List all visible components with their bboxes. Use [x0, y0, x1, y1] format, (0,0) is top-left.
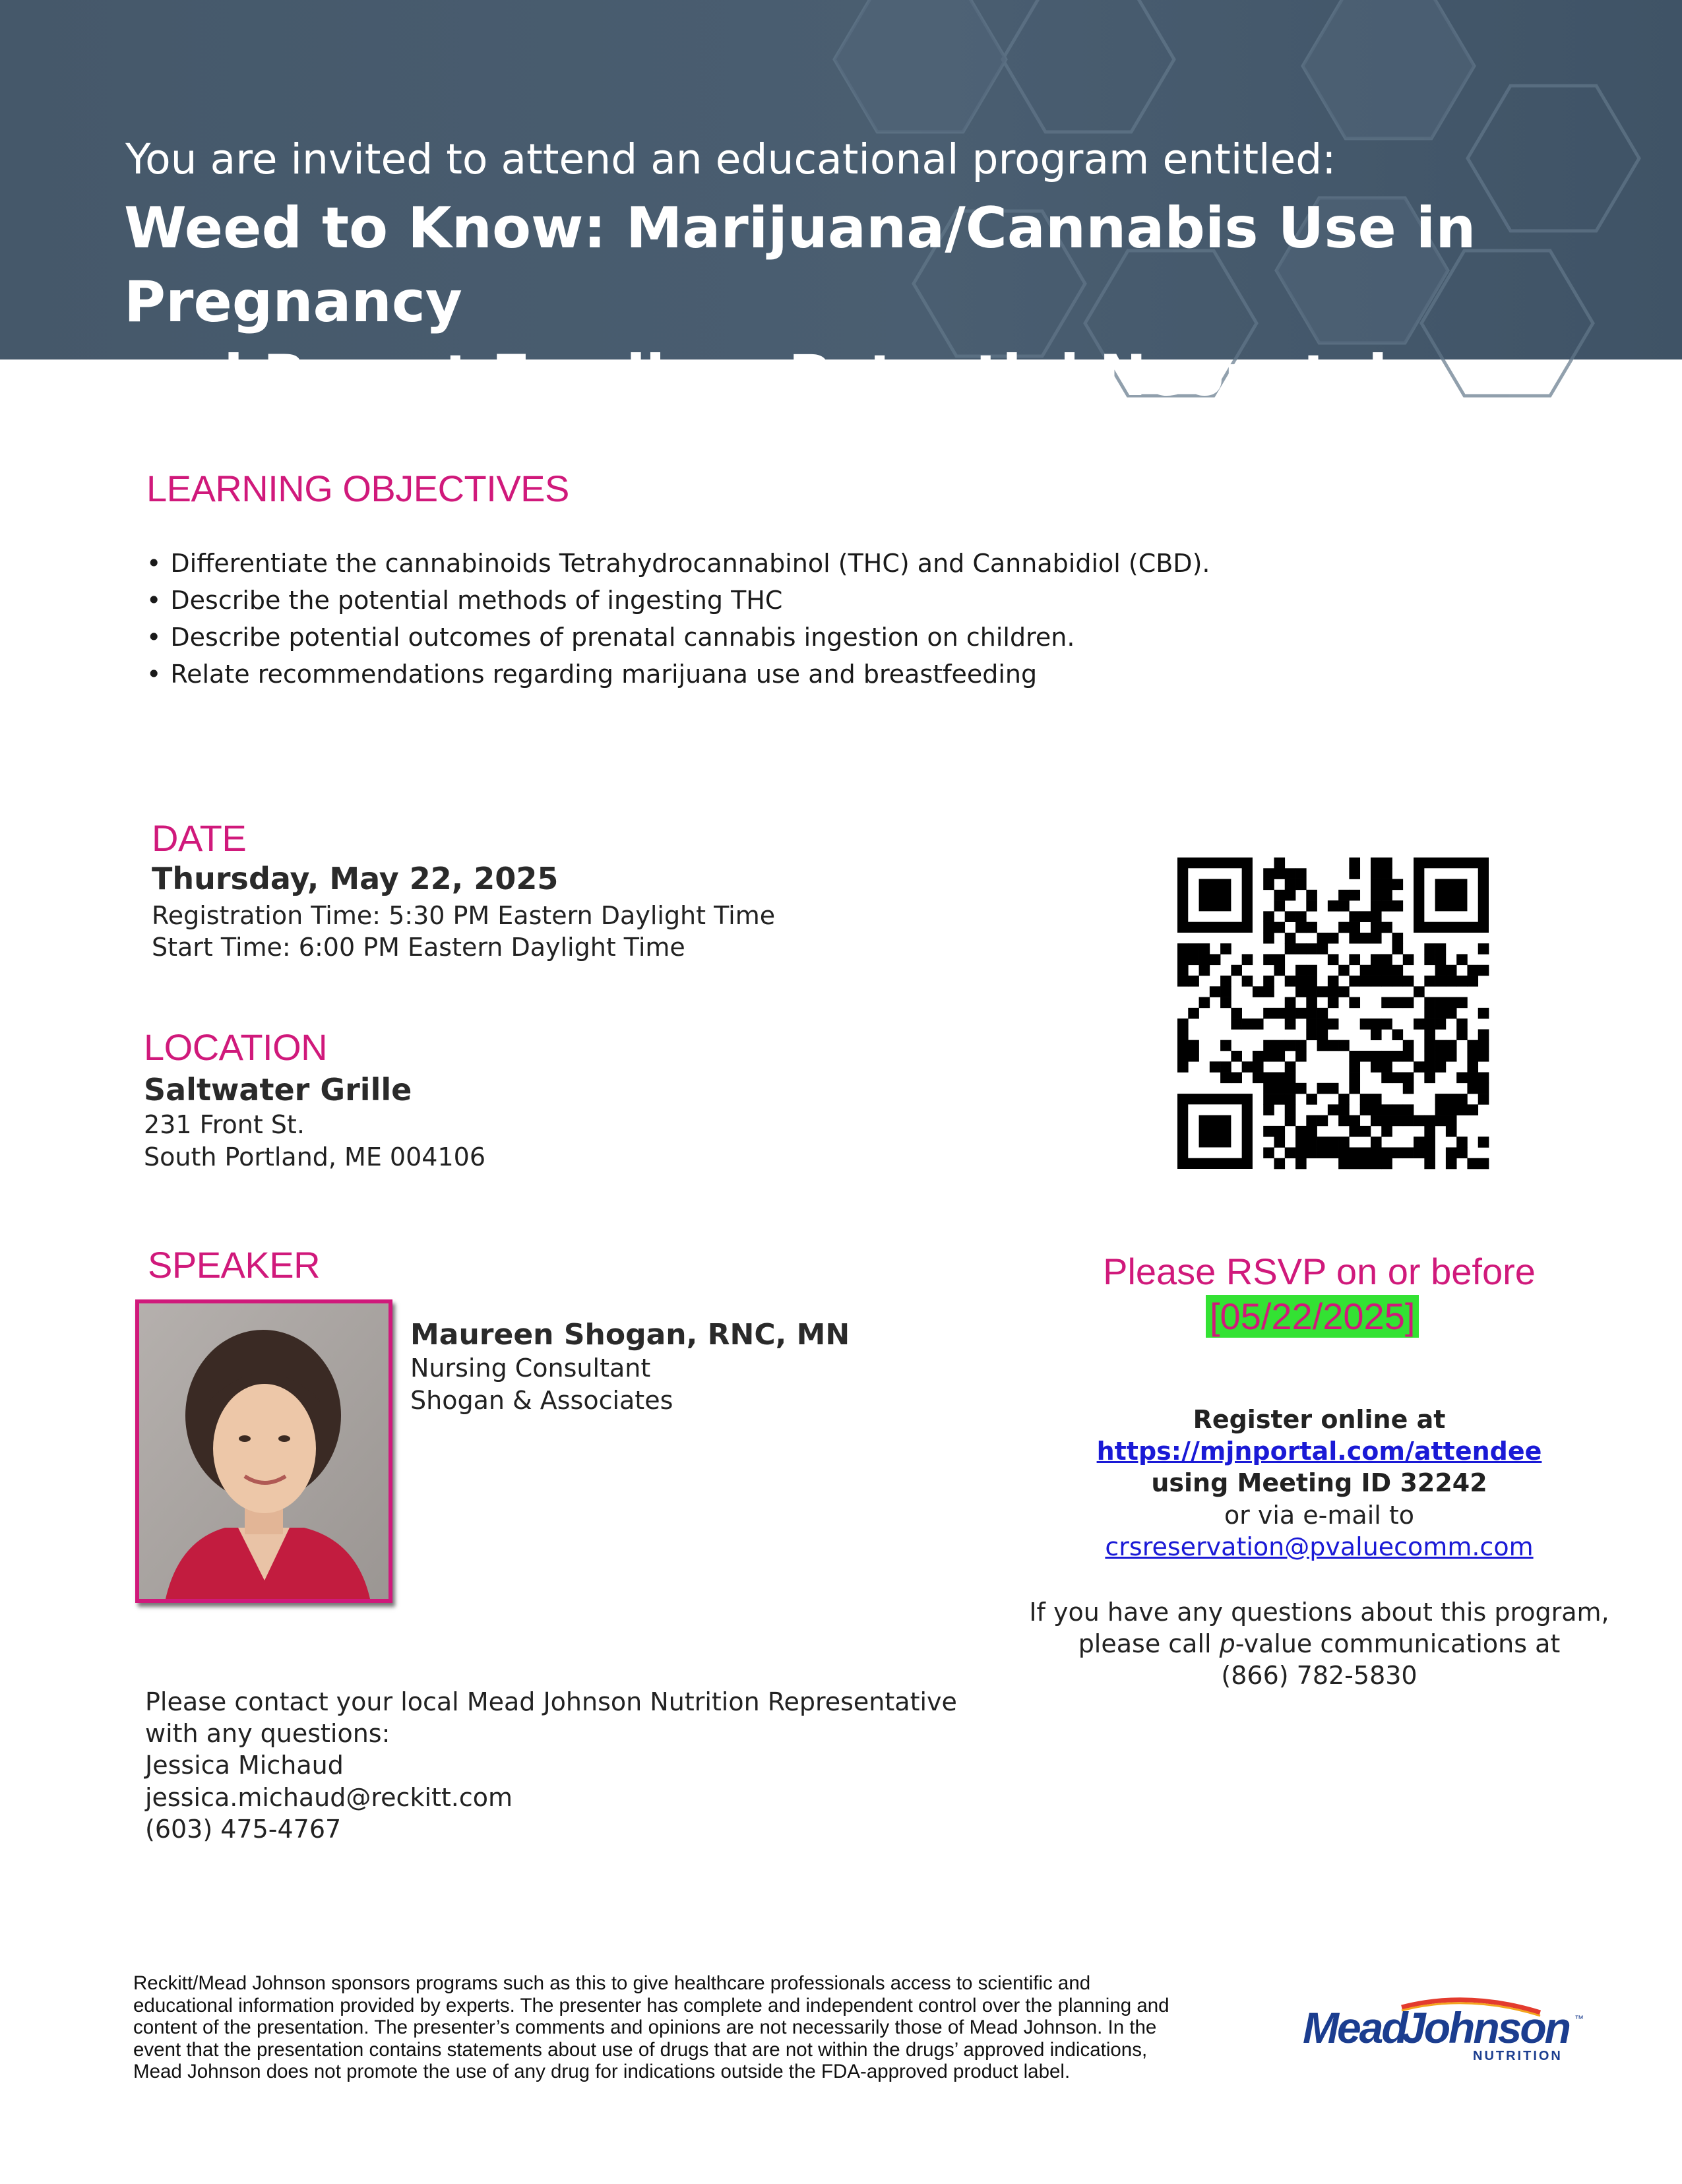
questions-line-2: please call p-value communications at — [1078, 1629, 1561, 1658]
contact-line-1: Please contact your local Mead Johnson Nutrition Representative — [145, 1687, 957, 1716]
contact-phone: (603) 475-4767 — [145, 1815, 342, 1844]
rsvp-label: Please RSVP on or before — [1103, 1251, 1536, 1292]
objectives-heading: LEARNING OBJECTIVES — [146, 468, 569, 509]
register-label: Register online at — [1193, 1405, 1446, 1434]
speaker-photo — [135, 1299, 392, 1603]
rsvp-email-link[interactable]: crsreservation@pvaluecomm.com — [1105, 1532, 1534, 1561]
speaker-org: Shogan & Associates — [410, 1386, 673, 1415]
venue-name: Saltwater Grille — [144, 1072, 412, 1108]
register-link[interactable]: https://mjnportal.com/attendee — [1096, 1437, 1542, 1466]
qr-code[interactable] — [1177, 858, 1489, 1169]
title-line-2: and Breast Feeding: Potential Neonatal Outcomes — [124, 343, 1388, 483]
objective-item: • Describe the potential methods of ingesting THC — [146, 582, 1210, 619]
svg-text:Johnson: Johnson — [1402, 2003, 1569, 2052]
venue-street: 231 Front St. — [144, 1110, 305, 1139]
contact-line-2: with any questions: — [145, 1719, 390, 1748]
objective-item: • Differentiate the cannabinoids Tetrahydrocannabinol (THC) and Cannabidiol (CBD). — [146, 545, 1210, 582]
email-prompt: or via e-mail to — [1224, 1501, 1415, 1530]
objective-item: • Relate recommendations regarding marijuana use and breastfeeding — [146, 656, 1210, 693]
venue-city: South Portland, ME 004106 — [144, 1142, 485, 1171]
header-banner — [0, 0, 1682, 483]
meeting-id: using Meeting ID 32242 — [1151, 1468, 1487, 1497]
contact-name: Jessica Michaud — [145, 1751, 344, 1780]
speaker-name: Maureen Shogan, RNC, MN — [410, 1318, 850, 1352]
questions-line-1: If you have any questions about this program, — [1029, 1598, 1609, 1627]
title-line-1: Weed to Know: Marijuana/Cannabis Use in Pregnancy — [124, 195, 1476, 335]
start-time: Start Time: 6:00 PM Eastern Daylight Time — [152, 933, 685, 962]
rsvp-date: [05/22/2025] — [1206, 1295, 1419, 1338]
event-date: Thursday, May 22, 2025 — [152, 861, 559, 896]
svg-text:NUTRITION: NUTRITION — [1473, 2049, 1563, 2063]
svg-text:Mead: Mead — [1303, 2003, 1406, 2052]
questions-phone: (866) 782-5830 — [1221, 1661, 1417, 1690]
objective-item: • Describe potential outcomes of prenatal cannabis ingestion on children. — [146, 619, 1210, 656]
mead-johnson-logo-image — [1303, 1995, 1593, 2068]
objectives-list — [146, 545, 1210, 693]
mead-johnson-logo — [1303, 1995, 1593, 2068]
speaker-role: Nursing Consultant — [410, 1354, 651, 1383]
registration-time: Registration Time: 5:30 PM Eastern Daylight Time — [152, 901, 776, 930]
contact-email[interactable]: jessica.michaud@reckitt.com — [145, 1783, 513, 1812]
location-heading: LOCATION — [144, 1026, 328, 1068]
disclaimer-text: Reckitt/Mead Johnson sponsors programs such as this to give healthcare professionals access to scientific and educational information provided by experts. The presenter has complete and independent control over the planning and content of the presentation. The presenter’s comments and opinions are not necessarily those of Mead Johnson. In the event that the presentation contains statements about use of drugs that are not within the drugs’ approved indications, Mead Johnson does not promote the use of any drug for indications outside the FDA-approved product label. — [133, 1972, 1169, 2082]
speaker-portrait-image — [139, 1303, 389, 1599]
date-heading: DATE — [152, 817, 247, 859]
program-title — [124, 191, 1641, 487]
svg-text:™: ™ — [1574, 2013, 1584, 2024]
speaker-heading: SPEAKER — [148, 1244, 321, 1286]
invite-line: You are invited to attend an educational program entitled: — [125, 135, 1336, 183]
